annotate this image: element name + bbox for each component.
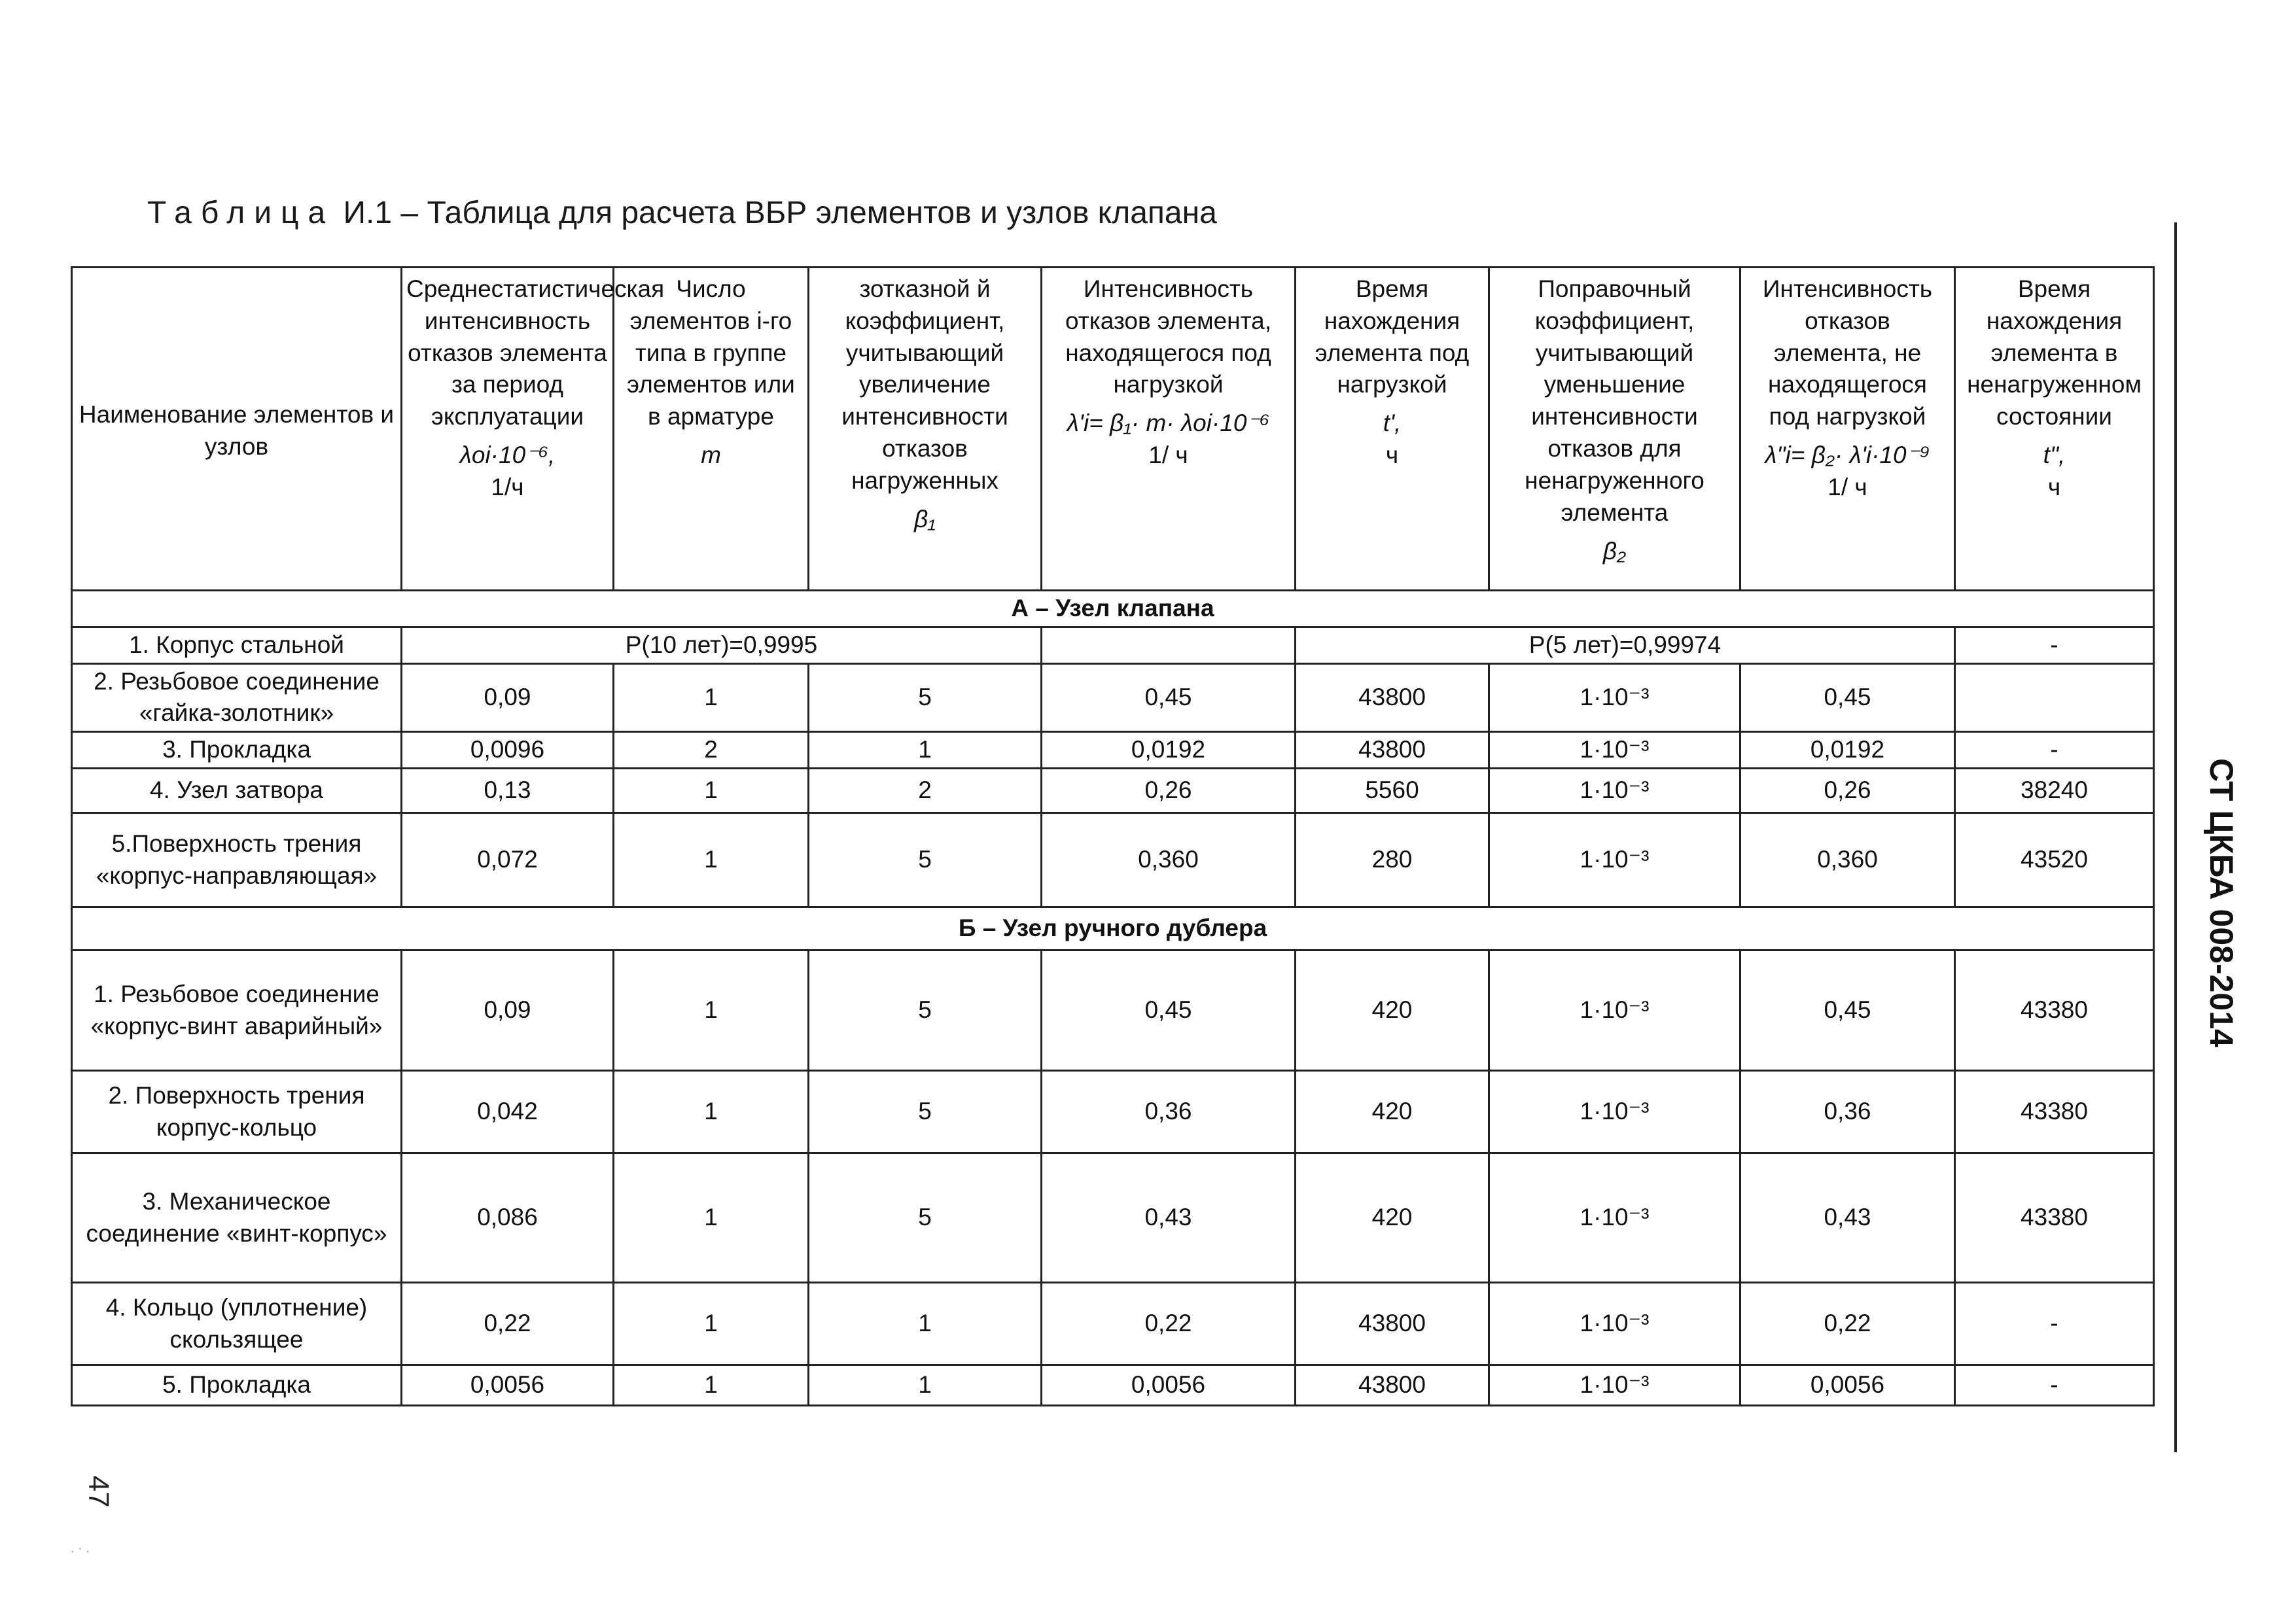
row-name: 5.Поверхность трения «корпус-направляющая» <box>72 813 402 907</box>
table-cell: 1 <box>614 769 809 813</box>
margin-rule <box>2174 222 2177 1452</box>
table-cell: 1·10⁻³ <box>1489 1283 1740 1365</box>
table-cell: 0,43 <box>1740 1153 1955 1283</box>
table-cell: 0,0056 <box>402 1365 614 1406</box>
table-row <box>72 663 2154 732</box>
section-row <box>72 591 2154 627</box>
table-cell: 1·10⁻³ <box>1489 813 1740 907</box>
caption-label: Таблица <box>147 196 335 230</box>
table-cell: 1 <box>614 1283 809 1365</box>
table-cell: 43380 <box>1955 1153 2154 1283</box>
header-cell: Время нахождения элемента под нагрузкой t', ч <box>1296 268 1489 591</box>
table-cell: 1 <box>809 732 1042 769</box>
table-cell: 5 <box>809 663 1042 732</box>
table-cell: 0,45 <box>1042 663 1296 732</box>
table-cell: 0,26 <box>1042 769 1296 813</box>
table-cell: 5 <box>809 1071 1042 1153</box>
table-cell: 0,45 <box>1740 951 1955 1071</box>
table-caption <box>147 195 1217 231</box>
table-cell: 0,0056 <box>1042 1365 1296 1406</box>
table-cell: 0,45 <box>1740 663 1955 732</box>
table-cell: 43800 <box>1296 1365 1489 1406</box>
table-cell: 0,22 <box>402 1283 614 1365</box>
header-cell: Среднестатистическая интенсивность отказов элемента за период эксплуатации λоi·10⁻⁶, 1/ч <box>402 268 614 591</box>
table-cell: 1 <box>614 663 809 732</box>
table-cell: - <box>1955 732 2154 769</box>
row-name: 2. Резьбовое соединение «гайка-золотник» <box>72 663 402 732</box>
table-cell: 1·10⁻³ <box>1489 769 1740 813</box>
row-name: 3. Механическое соединение «винт-корпус» <box>72 1153 402 1283</box>
row-name: 1. Корпус стальной <box>72 627 402 663</box>
table-cell: 5 <box>809 813 1042 907</box>
reliability-table <box>71 266 2155 1406</box>
table-cell: 0,36 <box>1740 1071 1955 1153</box>
table-cell: 0,072 <box>402 813 614 907</box>
table-cell: 0,086 <box>402 1153 614 1283</box>
table-row <box>72 1365 2154 1406</box>
header-cell: Поправочный коэффициент, учитывающий уменьшение интенсивности отказов для ненагруженного элемента β₂ <box>1489 268 1740 591</box>
probability-cell: Р(5 лет)=0,99974 <box>1296 627 1955 663</box>
table-cell: 0,26 <box>1740 769 1955 813</box>
table-cell <box>1042 627 1296 663</box>
table-cell: 5 <box>809 951 1042 1071</box>
table-cell: 2 <box>809 769 1042 813</box>
table-cell: - <box>1955 627 2154 663</box>
rows-section-a <box>72 663 2154 907</box>
table-cell: 43380 <box>1955 1071 2154 1153</box>
header-cell: Интенсивность отказов элемента, находящегося под нагрузкой λ'i= β₁· m· λоi·10⁻⁶ 1/ ч <box>1042 268 1296 591</box>
table-cell: 0,0056 <box>1740 1365 1955 1406</box>
table-row <box>72 1071 2154 1153</box>
table-cell: 0,43 <box>1042 1153 1296 1283</box>
table-cell: 1 <box>614 1153 809 1283</box>
header-cell: Время нахождения элемента в ненагруженном состоянии t", ч <box>1955 268 2154 591</box>
table-cell: 1 <box>809 1365 1042 1406</box>
table-cell: 5 <box>809 1153 1042 1283</box>
table-cell: 0,09 <box>402 951 614 1071</box>
header-cell: Наименование элементов и узлов <box>72 268 402 591</box>
table-row <box>72 769 2154 813</box>
table-cell: 0,45 <box>1042 951 1296 1071</box>
row-name: 4. Узел затвора <box>72 769 402 813</box>
table-cell: 1·10⁻³ <box>1489 1071 1740 1153</box>
table-cell: 0,22 <box>1740 1283 1955 1365</box>
table-cell: 43800 <box>1296 663 1489 732</box>
table-cell: 1 <box>614 1071 809 1153</box>
header-cell: зотказной й коэффициент, учитывающий увеличение интенсивности отказов нагруженных β₁ <box>809 268 1042 591</box>
table-cell: 1 <box>614 951 809 1071</box>
table-cell: 0,36 <box>1042 1071 1296 1153</box>
table-cell: - <box>1955 1283 2154 1365</box>
table-cell: 5560 <box>1296 769 1489 813</box>
table-cell: 43800 <box>1296 732 1489 769</box>
caption-title: Таблица для расчета ВБР элементов и узлов клапана <box>427 196 1217 230</box>
table-cell: 0,360 <box>1740 813 1955 907</box>
table-cell: 43520 <box>1955 813 2154 907</box>
table-cell: 2 <box>614 732 809 769</box>
row-name: 2. Поверхность трения корпус-кольцо <box>72 1071 402 1153</box>
table-cell: 1 <box>614 1365 809 1406</box>
header-cell: Число элементов i-го типа в группе элементов или в арматуре m <box>614 268 809 591</box>
row-name: 3. Прокладка <box>72 732 402 769</box>
table-cell: 280 <box>1296 813 1489 907</box>
section-title: Б – Узел ручного дублера <box>72 907 2154 951</box>
table-cell: 1 <box>614 813 809 907</box>
table-cell: 43380 <box>1955 951 2154 1071</box>
section-title: А – Узел клапана <box>72 591 2154 627</box>
table-cell: 1·10⁻³ <box>1489 1365 1740 1406</box>
table-cell: 0,360 <box>1042 813 1296 907</box>
table-cell: 1·10⁻³ <box>1489 663 1740 732</box>
scan-dots: . · . <box>71 1541 90 1556</box>
table-cell: 0,22 <box>1042 1283 1296 1365</box>
table-cell: - <box>1955 1365 2154 1406</box>
table-cell: 0,0192 <box>1042 732 1296 769</box>
table-row <box>72 732 2154 769</box>
page-number: 47 <box>82 1475 115 1508</box>
table-cell: 0,0192 <box>1740 732 1955 769</box>
table-cell: 0,13 <box>402 769 614 813</box>
caption-number: И.1 – <box>343 196 419 230</box>
table-row <box>72 951 2154 1071</box>
table-row <box>72 1153 2154 1283</box>
table-cell <box>1955 663 2154 732</box>
header-cell: Интенсивность отказов элемента, не находящегося под нагрузкой λ"i= β₂· λ'i·10⁻⁹ 1/ ч <box>1740 268 1955 591</box>
probability-cell: Р(10 лет)=0,9995 <box>402 627 1042 663</box>
table-cell: 1 <box>809 1283 1042 1365</box>
table-row <box>72 813 2154 907</box>
table-cell: 0,0096 <box>402 732 614 769</box>
table-cell: 1·10⁻³ <box>1489 732 1740 769</box>
table-cell: 420 <box>1296 1071 1489 1153</box>
table-cell: 0,09 <box>402 663 614 732</box>
table-cell: 0,042 <box>402 1071 614 1153</box>
header-row <box>72 268 2154 591</box>
table-row <box>72 1283 2154 1365</box>
row-name: 4. Кольцо (уплотнение) скользящее <box>72 1283 402 1365</box>
table-cell: 420 <box>1296 951 1489 1071</box>
row-name: 1. Резьбовое соединение «корпус-винт аварийный» <box>72 951 402 1071</box>
table-cell: 420 <box>1296 1153 1489 1283</box>
table-cell: 1·10⁻³ <box>1489 951 1740 1071</box>
row-name: 5. Прокладка <box>72 1365 402 1406</box>
rows-section-b <box>72 951 2154 1406</box>
table-cell: 43800 <box>1296 1283 1489 1365</box>
table-row <box>72 627 2154 663</box>
table-cell: 1·10⁻³ <box>1489 1153 1740 1283</box>
section-row <box>72 907 2154 951</box>
document-code: СТ ЦКБА 008-2014 <box>2203 758 2240 1047</box>
table-cell: 38240 <box>1955 769 2154 813</box>
